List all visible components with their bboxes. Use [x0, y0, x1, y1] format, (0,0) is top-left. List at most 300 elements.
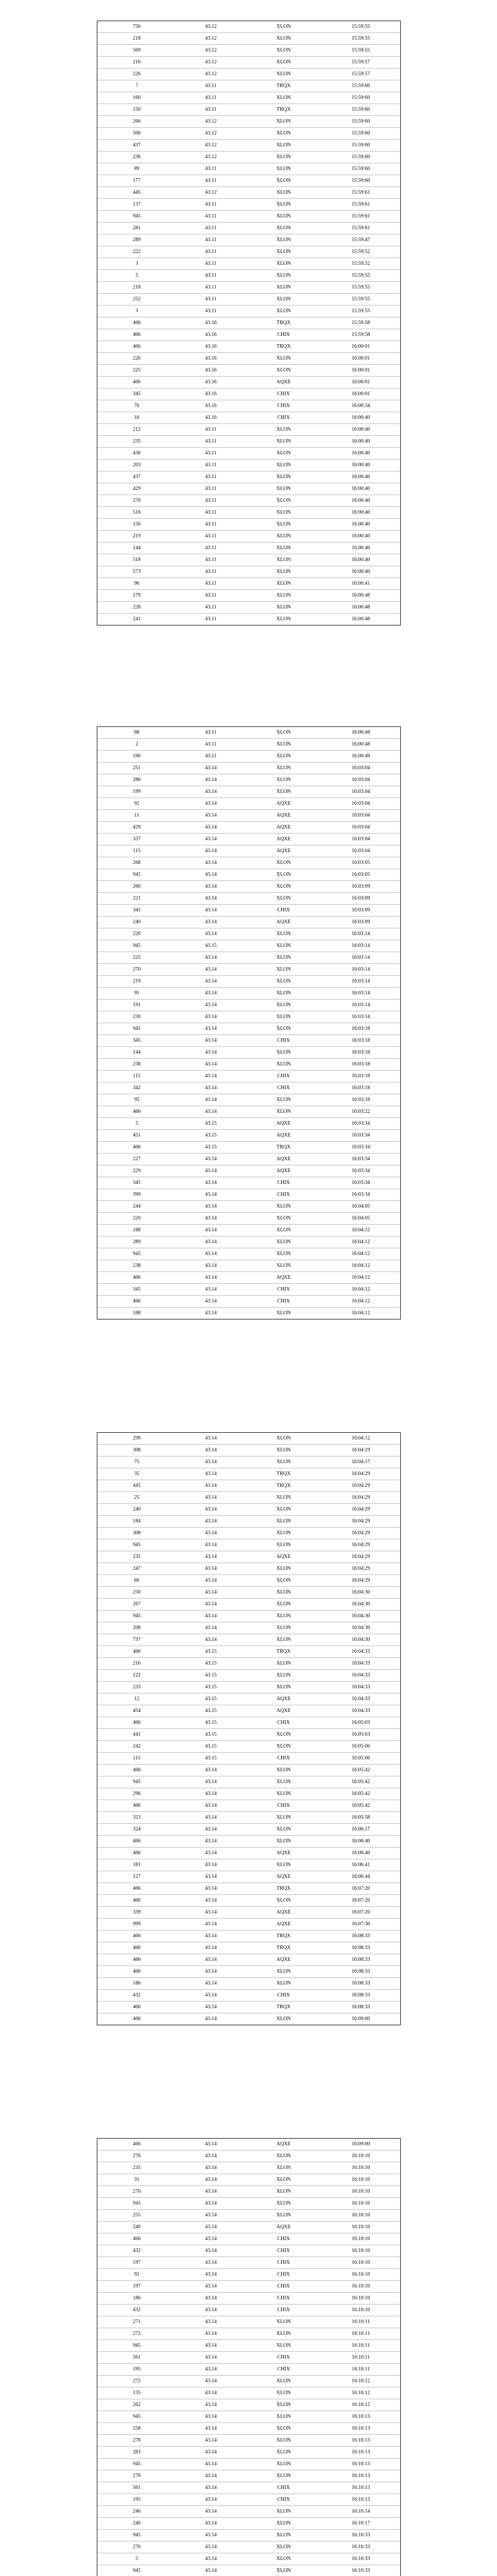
price-cell: 43.11 — [176, 436, 246, 448]
time-cell: 16:03:18 — [321, 1059, 400, 1071]
price-cell: 43.14 — [176, 2423, 246, 2435]
price-cell: 43.14 — [176, 2257, 246, 2269]
time-cell: 16:03:14 — [321, 988, 400, 999]
volume-cell: 466 — [97, 1966, 176, 1978]
volume-cell: 437 — [97, 140, 176, 151]
table-row — [97, 2553, 400, 2565]
trade-table — [97, 21, 400, 625]
venue-cell: XLON — [246, 1563, 321, 1575]
volume-cell: 3 — [97, 258, 176, 270]
price-cell: 43.14 — [176, 1480, 246, 1492]
volume-cell: 945 — [97, 2198, 176, 2210]
table-row — [97, 1611, 400, 1622]
time-cell: 16:05:42 — [321, 1800, 400, 1812]
venue-cell: XLON — [246, 1812, 321, 1824]
table-row — [97, 246, 400, 258]
time-cell: 16:04:12 — [321, 1225, 400, 1236]
time-cell: 16:10:11 — [321, 2352, 400, 2364]
volume-cell: 226 — [97, 69, 176, 80]
venue-cell: XLON — [246, 1634, 321, 1646]
table-row — [97, 329, 400, 341]
time-cell: 16:10:10 — [321, 2293, 400, 2304]
price-cell: 43.14 — [176, 964, 246, 976]
volume-cell: 945 — [97, 1248, 176, 1260]
price-cell: 43.14 — [176, 2530, 246, 2541]
price-cell: 43.11 — [176, 739, 246, 751]
price-cell: 43.14 — [176, 1575, 246, 1587]
time-cell: 16:03:18 — [321, 1047, 400, 1059]
time-cell: 16:10:10 — [321, 2269, 400, 2281]
price-cell: 43.14 — [176, 762, 246, 774]
venue-cell: XLON — [246, 199, 321, 211]
table-row — [97, 1296, 400, 1308]
time-cell: 16:03:34 — [321, 1165, 400, 1177]
price-cell: 43.16 — [176, 400, 246, 412]
venue-cell: XLON — [246, 45, 321, 57]
volume-cell: 466 — [97, 1765, 176, 1776]
volume-cell: 235 — [97, 2162, 176, 2174]
volume-cell: 195 — [97, 2494, 176, 2506]
venue-cell: CHIX — [246, 2269, 321, 2281]
table-row — [97, 1563, 400, 1575]
venue-cell: AQXE — [246, 1693, 321, 1705]
venue-cell: AQXE — [246, 1919, 321, 1930]
volume-cell: 945 — [97, 2530, 176, 2541]
time-cell: 16:04:33 — [321, 1705, 400, 1717]
price-cell: 43.14 — [176, 2293, 246, 2304]
venue-cell: CHIX — [246, 1296, 321, 1308]
price-cell: 43.14 — [176, 1201, 246, 1213]
time-cell: 16:04:33 — [321, 1670, 400, 1682]
venue-cell: AQXE — [246, 377, 321, 388]
price-cell: 43.14 — [176, 2399, 246, 2411]
time-cell: 16:10:10 — [321, 2233, 400, 2245]
price-cell: 43.15 — [176, 940, 246, 952]
time-cell: 16:09:00 — [351, 2016, 370, 2022]
price-cell: 43.14 — [176, 1225, 246, 1236]
volume-cell: 445 — [97, 1480, 176, 1492]
time-cell: 16:00:40 — [321, 436, 400, 448]
price-cell: 43.14 — [176, 2150, 246, 2162]
time-cell: 16:03:22 — [321, 1106, 400, 1118]
venue-cell: XLON — [246, 1895, 321, 1907]
price-cell: 43.14 — [176, 1836, 246, 1848]
volume-cell: 219 — [97, 531, 176, 543]
time-cell: 15:59:47 — [321, 234, 400, 246]
price-cell: 43.14 — [176, 1907, 246, 1919]
venue-cell: XLON — [246, 2387, 321, 2399]
table-row — [97, 1225, 400, 1236]
table-row — [97, 2281, 400, 2293]
time-cell: 16:10:13 — [321, 2494, 400, 2506]
time-cell: 16:04:29 — [321, 1468, 400, 1480]
table-row — [97, 774, 400, 786]
time-cell: 15:59:61 — [321, 211, 400, 223]
table-row — [97, 1634, 400, 1646]
volume-cell: 466 — [97, 377, 176, 388]
time-cell: 16:08:33 — [321, 2002, 400, 2013]
price-cell: 43.11 — [176, 282, 246, 294]
table-row — [97, 2399, 400, 2411]
volume-cell: 184 — [97, 1516, 176, 1528]
price-cell: 43.12 — [176, 33, 246, 45]
trade-table-block-3 — [97, 1432, 401, 2025]
venue-cell: XLON — [246, 857, 321, 869]
volume-cell: 31 — [97, 2174, 176, 2186]
price-cell: 43.11 — [176, 80, 246, 92]
price-cell: 43.14 — [176, 1930, 246, 1942]
table-row — [97, 810, 400, 822]
venue-cell: XLON — [246, 1836, 321, 1848]
venue-cell: XLON — [246, 2198, 321, 2210]
venue-cell: TRQX — [246, 1883, 321, 1895]
venue-cell: CHIX — [246, 2364, 321, 2376]
volume-cell: 283 — [97, 2447, 176, 2459]
time-cell: 15:59:57 — [321, 57, 400, 69]
price-cell: 43.11 — [176, 234, 246, 246]
time-cell: 16:03:04 — [321, 774, 400, 786]
price-cell: 43.14 — [176, 774, 246, 786]
volume-cell: 218 — [97, 33, 176, 45]
table-row — [97, 1456, 400, 1468]
volume-cell: 267 — [97, 1599, 176, 1611]
time-cell: 16:03:14 — [321, 999, 400, 1011]
price-cell: 43.11 — [176, 448, 246, 460]
time-cell: 16:09:00 — [321, 2139, 400, 2150]
volume-cell: 227 — [97, 1154, 176, 1165]
time-cell: 16:00:01 — [321, 377, 400, 388]
price-cell: 43.15 — [176, 1646, 246, 1658]
time-cell: 16:04:12 — [321, 1260, 400, 1272]
time-cell: 15:59:55 — [321, 45, 400, 57]
trade-table — [97, 2139, 400, 2576]
venue-cell: XLON — [246, 1741, 321, 1753]
price-cell: 43.12 — [176, 69, 246, 80]
venue-cell: CHIX — [246, 1753, 321, 1765]
volume-cell: 323 — [97, 1812, 176, 1824]
volume-cell: 945 — [97, 211, 176, 223]
price-cell: 43.14 — [176, 1154, 246, 1165]
volume-cell: 203 — [97, 460, 176, 471]
volume-cell: 218 — [97, 282, 176, 294]
time-cell: 16:10:13 — [321, 2447, 400, 2459]
venue-cell: CHIX — [246, 2304, 321, 2316]
price-cell: 43.14 — [176, 1071, 246, 1082]
price-cell: 43.14 — [176, 2553, 246, 2565]
volume-cell: 212 — [97, 424, 176, 436]
volume-cell: 188 — [97, 1225, 176, 1236]
time-cell: 16:08:33 — [321, 1954, 400, 1966]
price-cell: 43.11 — [176, 727, 246, 739]
venue-cell: TRQX — [246, 2002, 321, 2013]
venue-cell: XLON — [246, 2162, 321, 2174]
price-cell: 43.14 — [176, 2387, 246, 2399]
table-row — [97, 2233, 400, 2245]
venue-cell: XLON — [246, 1658, 321, 1670]
volume-cell: 516 — [97, 507, 176, 519]
table-row — [97, 2162, 400, 2174]
volume-cell: 122 — [97, 1670, 176, 1682]
time-cell: 16:03:34 — [321, 1130, 400, 1142]
volume-cell: 252 — [97, 294, 176, 306]
volume-cell: 230 — [97, 1011, 176, 1023]
venue-cell: XLON — [246, 774, 321, 786]
volume-cell: 945 — [97, 2340, 176, 2352]
volume-cell: 945 — [97, 1539, 176, 1551]
table-row — [97, 69, 400, 80]
table-row — [97, 1284, 400, 1296]
time-cell: 16:03:04 — [321, 810, 400, 822]
venue-cell: XLON — [246, 1788, 321, 1800]
price-cell: 43.14 — [176, 1047, 246, 1059]
time-cell: 16:05:06 — [321, 1753, 400, 1765]
volume-cell: 466 — [97, 1646, 176, 1658]
table-row — [97, 1528, 400, 1539]
time-cell: 16:03:05 — [321, 869, 400, 881]
price-cell: 43.14 — [176, 1978, 246, 1990]
time-cell: 16:10:33 — [321, 2553, 400, 2565]
price-cell: 43.11 — [205, 616, 217, 622]
table-row — [97, 1308, 400, 1319]
venue-cell: XLON — [246, 2340, 321, 2352]
price-cell: 43.14 — [176, 1611, 246, 1622]
volume-cell: 188 — [132, 1310, 141, 1316]
venue-cell: XLON — [246, 2423, 321, 2435]
table-row — [97, 1919, 400, 1930]
table-row — [97, 2494, 400, 2506]
price-cell: 43.14 — [176, 1528, 246, 1539]
venue-cell: XLON — [246, 69, 321, 80]
volume-cell: 466 — [97, 1106, 176, 1118]
table-row — [97, 1094, 400, 1106]
price-cell: 43.14 — [176, 1296, 246, 1308]
time-cell: 16:03:14 — [321, 976, 400, 988]
time-cell: 16:10:13 — [321, 2435, 400, 2447]
venue-cell: TRQX — [246, 104, 321, 116]
table-row — [97, 2482, 400, 2494]
venue-cell: AQXE — [246, 1705, 321, 1717]
venue-cell: XLON — [246, 1776, 321, 1788]
venue-cell: XLON — [246, 739, 321, 751]
volume-cell: 500 — [97, 128, 176, 140]
time-cell: 16:04:12 — [321, 1284, 400, 1296]
time-cell: 16:05:03 — [321, 1717, 400, 1729]
volume-cell: 16 — [97, 412, 176, 424]
venue-cell: XLON — [246, 1492, 321, 1504]
venue-cell: AQXE — [246, 1907, 321, 1919]
volume-cell: 569 — [97, 45, 176, 57]
table-row — [97, 1165, 400, 1177]
time-cell: 16:10:10 — [321, 2245, 400, 2257]
table-row — [97, 2316, 400, 2328]
price-cell: 43.14 — [176, 2518, 246, 2530]
time-cell: 16:04:33 — [321, 1682, 400, 1693]
time-cell: 15:59:60 — [321, 140, 400, 151]
price-cell: 43.12 — [176, 140, 246, 151]
volume-cell: 278 — [97, 2435, 176, 2447]
volume-cell: 999 — [97, 1919, 176, 1930]
volume-cell: 432 — [97, 1990, 176, 2002]
price-cell: 43.12 — [176, 21, 246, 33]
venue-cell: XLON — [246, 365, 321, 377]
venue-cell: XLON — [246, 140, 321, 151]
price-cell: 43.14 — [176, 1788, 246, 1800]
table-row — [97, 881, 400, 893]
venue-cell: XLON — [246, 294, 321, 306]
venue-cell: XLON — [246, 727, 321, 739]
table-row — [97, 1765, 400, 1776]
price-cell: 43.14 — [176, 2364, 246, 2376]
venue-cell: AQXE — [246, 845, 321, 857]
price-cell: 43.14 — [176, 869, 246, 881]
table-row — [97, 2459, 400, 2470]
venue-cell: AQXE — [246, 1154, 321, 1165]
venue-cell: XLON — [246, 1978, 321, 1990]
time-cell: 16:10:12 — [321, 2376, 400, 2387]
time-cell: 16:04:29 — [321, 1480, 400, 1492]
venue-cell: XLON — [246, 2328, 321, 2340]
volume-cell: 220 — [97, 928, 176, 940]
price-cell: 43.16 — [176, 341, 246, 353]
volume-cell: 308 — [97, 1528, 176, 1539]
volume-cell: 115 — [97, 845, 176, 857]
price-cell: 43.14 — [176, 2002, 246, 2013]
volume-cell: 195 — [97, 2364, 176, 2376]
table-row — [97, 1646, 400, 1658]
price-cell: 43.16 — [176, 317, 246, 329]
volume-cell: 466 — [97, 1717, 176, 1729]
table-row — [97, 798, 400, 810]
venue-cell: CHIX — [246, 412, 321, 424]
time-cell: 15:59:60 — [321, 104, 400, 116]
table-row — [97, 412, 400, 424]
venue-cell: XLON — [246, 1516, 321, 1528]
table-row — [97, 1035, 400, 1047]
price-cell: 43.14 — [176, 2494, 246, 2506]
price-cell: 43.11 — [176, 163, 246, 175]
price-cell: 43.14 — [176, 786, 246, 798]
table-row — [97, 116, 400, 128]
venue-cell: XLON — [246, 2399, 321, 2411]
venue-cell: AQXE — [246, 810, 321, 822]
price-cell: 43.14 — [176, 1248, 246, 1260]
venue-cell: XLON — [246, 1966, 321, 1978]
price-cell: 43.16 — [176, 329, 246, 341]
price-cell: 43.14 — [176, 1035, 246, 1047]
volume-cell: 35 — [97, 1468, 176, 1480]
table-row — [97, 187, 400, 199]
table-row — [97, 1658, 400, 1670]
volume-cell: 144 — [97, 1047, 176, 1059]
table-row — [97, 2530, 400, 2541]
table-row — [97, 1705, 400, 1717]
price-cell: 43.14 — [176, 2174, 246, 2186]
venue-cell: XLON — [246, 1587, 321, 1599]
price-cell: 43.14 — [176, 2139, 246, 2150]
price-cell: 43.14 — [176, 1492, 246, 1504]
venue-cell: TRQX — [246, 1930, 321, 1942]
time-cell: 16:04:29 — [321, 1575, 400, 1587]
volume-cell: 222 — [97, 246, 176, 258]
price-cell: 43.14 — [176, 2316, 246, 2328]
volume-cell: 945 — [97, 1023, 176, 1035]
venue-cell: XLON — [246, 483, 321, 495]
volume-cell: 76 — [97, 400, 176, 412]
venue-cell: CHIX — [246, 400, 321, 412]
table-row — [97, 258, 400, 270]
volume-cell: 262 — [97, 2399, 176, 2411]
table-row — [97, 2423, 400, 2435]
volume-cell: 466 — [97, 317, 176, 329]
table-row — [97, 1492, 400, 1504]
venue-cell: XLON — [246, 471, 321, 483]
price-cell: 43.14 — [176, 1177, 246, 1189]
volume-cell: 144 — [97, 543, 176, 554]
table-row — [97, 151, 400, 163]
volume-cell: 241 — [132, 616, 141, 622]
time-cell: 16:04:29 — [321, 1563, 400, 1575]
venue-cell: XLON — [246, 1729, 321, 1741]
time-cell: 16:04:12 — [321, 1248, 400, 1260]
table-row — [97, 1106, 400, 1118]
volume-cell: 737 — [97, 1634, 176, 1646]
venue-cell: XLON — [246, 2316, 321, 2328]
table-row — [97, 614, 400, 625]
volume-cell: 270 — [97, 2470, 176, 2482]
time-cell: 16:03:18 — [321, 1023, 400, 1035]
price-cell: 43.14 — [176, 2352, 246, 2364]
time-cell: 16:04:19 — [321, 1445, 400, 1456]
time-cell: 16:00:40 — [321, 554, 400, 566]
volume-cell: 115 — [97, 1753, 176, 1765]
price-cell: 43.14 — [176, 1189, 246, 1201]
price-cell: 43.14 — [176, 1468, 246, 1480]
venue-cell: XLON — [246, 1236, 321, 1248]
table-row — [97, 1978, 400, 1990]
volume-cell: 272 — [97, 2328, 176, 2340]
venue-cell: CHIX — [246, 1284, 321, 1296]
time-cell: 16:05:06 — [321, 1741, 400, 1753]
volume-cell: 225 — [97, 952, 176, 964]
time-cell: 16:03:04 — [321, 834, 400, 845]
volume-cell: 466 — [132, 2016, 141, 2022]
time-cell: 15:59:61 — [321, 223, 400, 234]
price-cell: 43.14 — [205, 1310, 217, 1316]
trade-table — [97, 727, 400, 1319]
price-cell: 43.15 — [176, 1693, 246, 1705]
table-row — [97, 80, 400, 92]
time-cell: 16:00:48 — [321, 602, 400, 614]
venue-cell: CHIX — [246, 329, 321, 341]
venue-cell: TRQX — [246, 1942, 321, 1954]
price-cell: 43.11 — [176, 543, 246, 554]
price-cell: 43.14 — [176, 1966, 246, 1978]
table-row — [97, 869, 400, 881]
table-row — [97, 436, 400, 448]
price-cell: 43.14 — [176, 1634, 246, 1646]
time-cell: 16:00:40 — [321, 460, 400, 471]
venue-cell: XLON — [246, 448, 321, 460]
table-row — [97, 1082, 400, 1094]
time-cell: 16:00:48 — [321, 739, 400, 751]
time-cell: 16:10:12 — [321, 2387, 400, 2399]
venue-cell: XLON — [246, 554, 321, 566]
time-cell: 16:10:12 — [321, 2399, 400, 2411]
table-row — [97, 1800, 400, 1812]
price-cell: 43.14 — [176, 1800, 246, 1812]
table-row — [97, 2174, 400, 2186]
venue-cell: CHIX — [246, 2293, 321, 2304]
